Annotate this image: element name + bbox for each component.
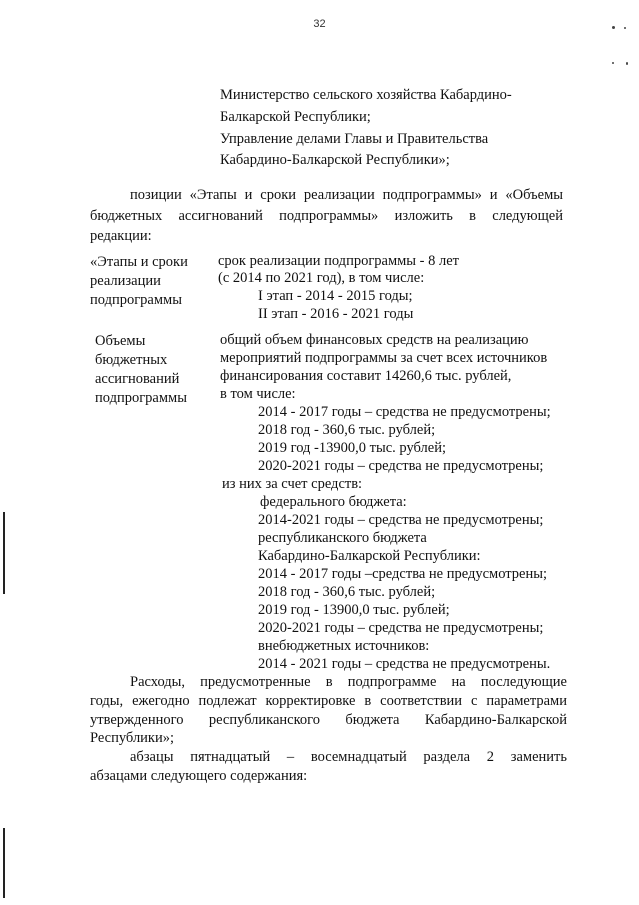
row-label-line: бюджетных — [95, 352, 168, 368]
row-label-line: ассигнований — [95, 371, 180, 387]
row-value-line: 2014-2021 годы – средства не предусмотрены; — [258, 512, 544, 528]
row-value-line: республиканского бюджета — [258, 530, 427, 546]
row-value-line: (с 2014 по 2021 год), в том числе: — [218, 270, 425, 286]
row-value-line: федерального бюджета: — [260, 494, 407, 510]
paragraph-line: Республики»; — [90, 730, 175, 746]
row-value-line: 2019 год -13900,0 тыс. рублей; — [258, 440, 446, 456]
paragraph-line: Расходы, предусмотренные в подпрограмме на последующие — [130, 674, 567, 690]
addressee-line: Кабардино-Балкарской Республики»; — [220, 152, 450, 168]
row-label-line: подпрограммы — [90, 292, 182, 308]
row-label-line: «Этапы и сроки — [90, 254, 188, 270]
page-number: 32 — [313, 18, 326, 30]
row-value-line: I этап - 2014 - 2015 годы; — [258, 288, 413, 304]
row-value-line: общий объем финансовых средств на реализацию — [220, 332, 529, 348]
addressee-line: Балкарской Республики; — [220, 109, 371, 125]
row-value-line: внебюджетных источников: — [258, 638, 430, 654]
row-label-line: Объемы — [95, 333, 146, 349]
paragraph-line: позиции «Этапы и сроки реализации подпрограммы» и «Объемы — [130, 187, 563, 203]
row-value-line: срок реализации подпрограммы - 8 лет — [218, 253, 460, 269]
paragraph-line: редакции: — [90, 228, 152, 244]
row-value-line: II этап - 2016 - 2021 годы — [258, 306, 414, 322]
row-value-line: 2018 год - 360,6 тыс. рублей; — [258, 422, 436, 438]
row-value-line: 2018 год - 360,6 тыс. рублей; — [258, 584, 436, 600]
addressee-line: Управление делами Главы и Правительства — [220, 131, 489, 147]
row-value-line: 2019 год - 13900,0 тыс. рублей; — [258, 602, 450, 618]
scan-speck — [624, 27, 626, 29]
paragraph-line: абзацами следующего содержания: — [90, 768, 308, 784]
scan-margin-line — [3, 512, 5, 594]
row-value-line: 2020-2021 годы – средства не предусмотрены; — [258, 620, 544, 636]
paragraph-line: годы, ежегодно подлежат корректировке в соответствии с параметрами — [90, 693, 567, 709]
scan-speck — [612, 26, 615, 29]
scan-speck — [626, 62, 628, 65]
row-label-line: реализации — [90, 273, 161, 289]
row-value-line: 2014 - 2021 годы – средства не предусмотрены. — [258, 656, 551, 672]
row-value-line: 2014 - 2017 годы –средства не предусмотрены; — [258, 566, 548, 582]
paragraph-line: бюджетных ассигнований подпрограммы» изложить в следующей — [90, 208, 563, 224]
paragraph-line: абзацы пятнадцатый – восемнадцатый раздела 2 заменить — [130, 749, 567, 765]
scan-margin-line — [3, 828, 5, 898]
scan-speck — [612, 62, 614, 64]
row-value-line: 2014 - 2017 годы – средства не предусмотрены; — [258, 404, 551, 420]
row-value-line: 2020-2021 годы – средства не предусмотрены; — [258, 458, 544, 474]
row-value-line: финансирования составит 14260,6 тыс. рублей, — [220, 368, 512, 384]
row-value-line: из них за счет средств: — [222, 476, 363, 492]
row-value-line: Кабардино-Балкарской Республики: — [258, 548, 481, 564]
row-value-line: в том числе: — [220, 386, 296, 402]
paragraph-line: утвержденного республиканского бюджета Кабардино-Балкарской — [90, 712, 567, 728]
row-value-line: мероприятий подпрограммы за счет всех источников — [220, 350, 548, 366]
row-label-line: подпрограммы — [95, 390, 187, 406]
addressee-line: Министерство сельского хозяйства Кабардино- — [220, 87, 512, 103]
